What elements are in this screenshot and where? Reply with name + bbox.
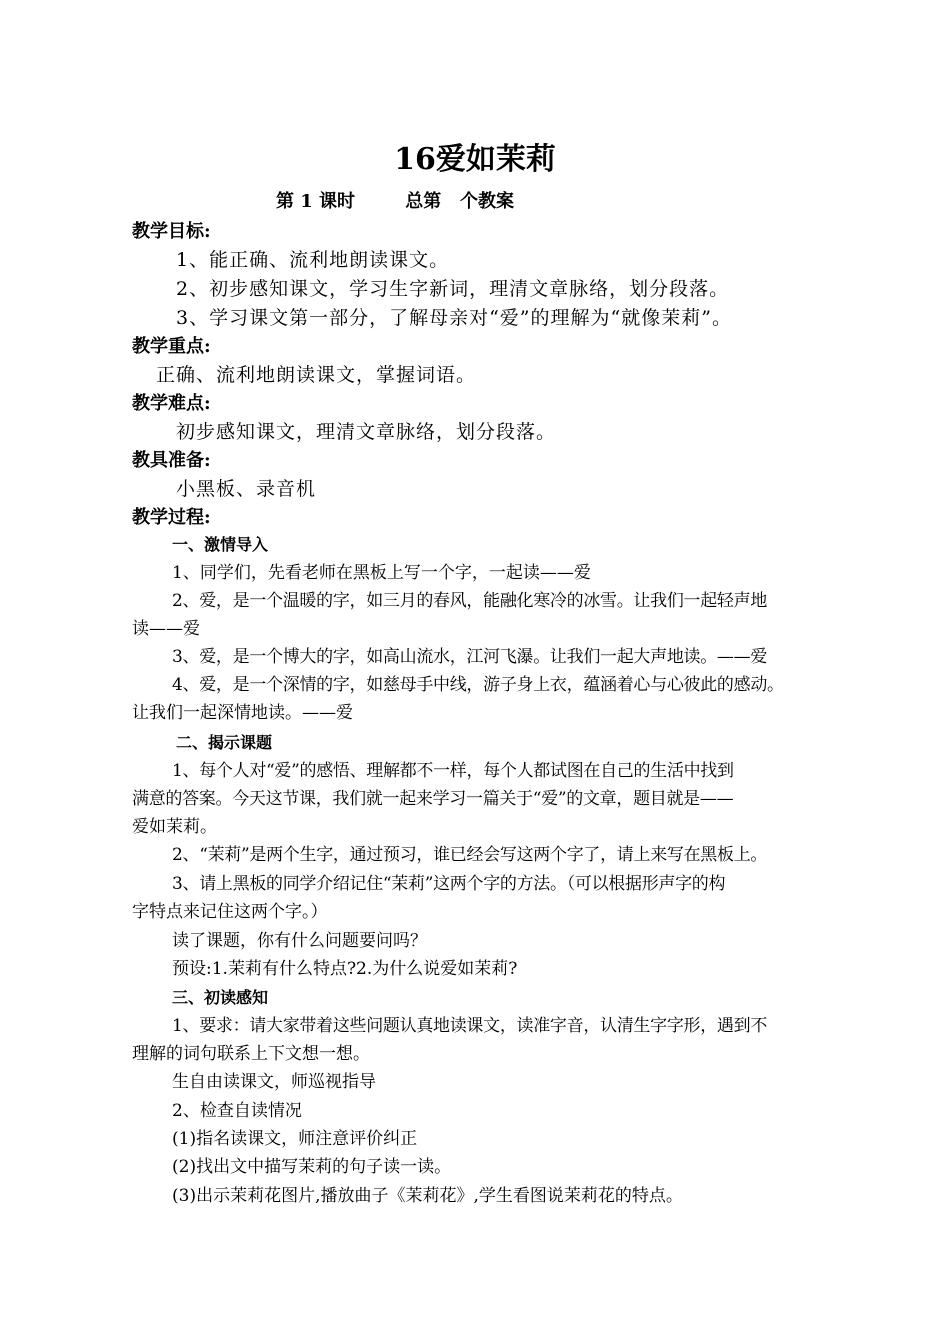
part3-line: 理解的词句联系上下文想一想。 bbox=[132, 1044, 370, 1064]
part1-line: 4、爱，是一个深情的字，如慈母手中线，游子身上衣，蕴涵着心与心彼此的感动。 bbox=[172, 675, 784, 695]
goals-heading: 教学目标: bbox=[132, 221, 211, 242]
part2-line: 爱如茉莉。 bbox=[132, 817, 217, 837]
goal-item: 2、初步感知课文，学习生字新词，理清文章脉络，划分段落。 bbox=[176, 278, 730, 300]
part3-line: 生自由读课文，师巡视指导 bbox=[172, 1072, 376, 1092]
part2-line: 满意的答案。今天这节课，我们就一起来学习一篇关于“爱”的文章，题目就是—— bbox=[132, 789, 734, 809]
difficulty-text: 初步感知课文，理清文章脉络，划分段落。 bbox=[176, 421, 557, 443]
part2-line: 3、请上黑板的同学介绍记住“茉莉”这两个字的方法。（可以根据形声字的构 bbox=[172, 874, 726, 894]
part1-line: 2、爱，是一个温暖的字，如三月的春风，能融化寒冷的冰雪。让我们一起轻声地 bbox=[172, 591, 768, 611]
lesson-title: 16爱如茉莉 bbox=[394, 142, 556, 177]
part1-line: 1、同学们，先看老师在黑板上写一个字，一起读——爱 bbox=[172, 563, 591, 583]
tools-text: 小黑板、录音机 bbox=[176, 478, 317, 500]
part2-line: 读了课题，你有什么问题要问吗？ bbox=[172, 931, 427, 951]
part2-line: 预设:1.茉莉有什么特点?2.为什么说爱如茉莉? bbox=[172, 959, 518, 979]
goal-item: 3、学习课文第一部分，了解母亲对“爱”的理解为“就像茉莉”。 bbox=[176, 307, 732, 329]
part3-line: (1)指名读课文，师注意评价纠正 bbox=[172, 1129, 418, 1149]
lesson-subtitle: 第 1 课时 总第 个教案 bbox=[276, 191, 514, 212]
part2-line: 1、每个人对“爱”的感悟、理解都不一样，每个人都试图在自己的生活中找到 bbox=[172, 761, 734, 781]
goal-item: 1、能正确、流利地朗读课文。 bbox=[176, 249, 450, 271]
process-heading: 教学过程: bbox=[132, 507, 211, 528]
part3-line: 1、要求：请大家带着这些问题认真地读课文，读准字音，认清生字字形，遇到不 bbox=[172, 1016, 768, 1036]
key-points-text: 正确、流利地朗读课文，掌握词语。 bbox=[156, 364, 477, 386]
part3-line: 2、检查自读情况 bbox=[172, 1101, 302, 1121]
difficulty-heading: 教学难点: bbox=[132, 393, 211, 414]
part3-heading: 三、初读感知 bbox=[172, 988, 269, 1007]
part1-heading: 一、激情导入 bbox=[172, 535, 269, 554]
part2-heading: 二、揭示课题 bbox=[176, 733, 273, 752]
part1-line: 3、爱，是一个博大的字，如高山流水，江河飞瀑。让我们一起大声地读。——爱 bbox=[172, 647, 768, 667]
part3-line: (2)找出文中描写茉莉的句子读一读。 bbox=[172, 1157, 452, 1177]
part2-line: 字特点来记住这两个字。） bbox=[132, 902, 328, 922]
tools-heading: 教具准备: bbox=[132, 450, 211, 471]
part2-line: 2、“茉莉”是两个生字，通过预习，谁已经会写这两个字了，请上来写在黑板上。 bbox=[172, 845, 768, 865]
key-points-heading: 教学重点: bbox=[132, 336, 211, 357]
part1-line: 读——爱 bbox=[132, 619, 200, 639]
part3-line: (3)出示茉莉花图片,播放曲子《茉莉花》,学生看图说茉莉花的特点。 bbox=[172, 1186, 683, 1206]
part1-line: 让我们一起深情地读。——爱 bbox=[132, 703, 353, 723]
